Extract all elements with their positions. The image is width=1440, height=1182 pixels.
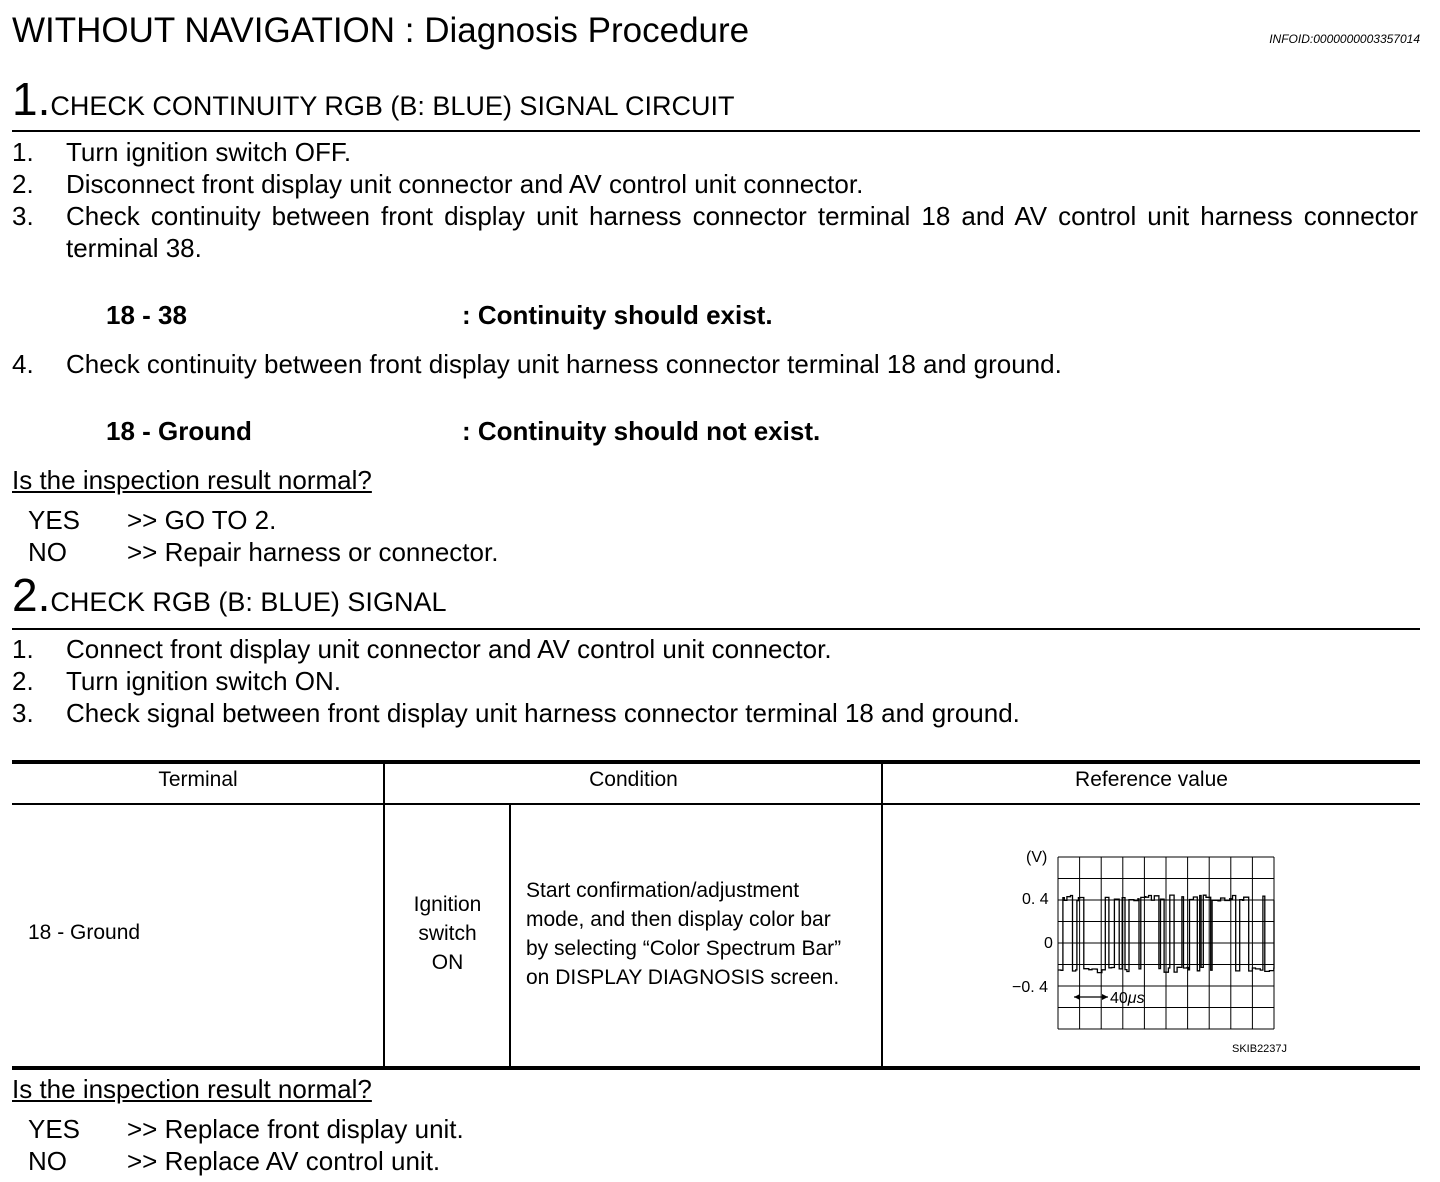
figure-id: SKIB2237J <box>1232 1043 1288 1055</box>
condition-line: switch <box>418 922 477 945</box>
step-1-no-label: NO <box>28 537 67 567</box>
item-number: 1. <box>12 137 34 167</box>
step-1-question: Is the inspection result normal? <box>12 465 372 495</box>
item-number: 2. <box>12 169 34 199</box>
step-2-yes-label: YES <box>28 1114 81 1144</box>
waveform-unit-label: (V) <box>1026 849 1048 866</box>
item-number: 3. <box>12 201 34 231</box>
header-terminal: Terminal <box>158 768 238 791</box>
step-1-item-1 <box>0 136 1440 168</box>
spec-1-label: 18 - 38 <box>106 300 187 330</box>
spec-1-value: : Continuity should exist. <box>462 300 773 330</box>
spec-2-value: : Continuity should not exist. <box>462 416 821 446</box>
step-2-item-1 <box>0 633 1440 665</box>
table-bottom-rule <box>12 1066 1420 1070</box>
table-col-divider-2 <box>881 762 883 1068</box>
item-text: Connect front display unit connector and AV control unit connector. <box>66 634 832 664</box>
time-scale-arrow <box>1074 994 1108 1000</box>
condition-detail-line: on DISPLAY DIAGNOSIS screen. <box>526 966 840 989</box>
item-text: Check signal between front display unit harness connector terminal 18 and ground. <box>66 698 1020 728</box>
step-2-heading <box>12 570 446 620</box>
header-reference-value: Reference value <box>1075 768 1228 791</box>
waveform-y-label-bottom: −0. 4 <box>1012 979 1049 996</box>
condition-detail-line: by selecting “Color Spectrum Bar” <box>526 937 842 960</box>
table-top-rule <box>12 760 1420 764</box>
step-1-item-2 <box>0 168 1440 200</box>
item-text: Check continuity between front display unit harness connector terminal 18 and AV control unit harness connector terminal 38. <box>66 201 1418 263</box>
step-1-heading <box>12 74 734 124</box>
item-number: 4. <box>12 349 34 379</box>
step-2-number: 2. <box>12 569 51 621</box>
step-1-item-3 <box>0 200 1440 264</box>
step-2-question: Is the inspection result normal? <box>12 1074 372 1104</box>
item-text: Disconnect front display unit connector and AV control unit connector. <box>66 169 864 199</box>
condition-detail-line: Start confirmation/adjustment <box>526 879 800 902</box>
step-1-yes-text: >> GO TO 2. <box>127 505 277 535</box>
condition-line: Ignition <box>413 893 482 916</box>
step-1-number: 1. <box>12 73 51 125</box>
condition-detail-line: mode, and then display color bar <box>526 908 831 931</box>
waveform-time-label: 40μs <box>1110 990 1145 1007</box>
waveform-y-label-mid: 0 <box>1044 935 1053 952</box>
waveform-y-label-top: 0. 4 <box>1022 891 1049 908</box>
item-text: Check continuity between front display unit harness connector terminal 18 and ground. <box>66 349 1062 379</box>
spec-2-label: 18 - Ground <box>106 416 252 446</box>
step-2-item-2 <box>0 665 1440 697</box>
step-2-rule <box>12 628 1420 630</box>
item-text: Turn ignition switch ON. <box>66 666 342 696</box>
step-2-no-label: NO <box>28 1146 67 1176</box>
step-2-no-text: >> Replace AV control unit. <box>127 1146 441 1176</box>
info-id: INFOID:0000000003357014 <box>1269 32 1420 46</box>
step-1-title: CHECK CONTINUITY RGB (B: BLUE) SIGNAL CIRCUIT <box>50 91 735 121</box>
step-1-no-text: >> Repair harness or connector. <box>127 537 499 567</box>
step-1-rule <box>12 130 1420 132</box>
item-number: 1. <box>12 634 34 664</box>
header-condition: Condition <box>589 768 678 791</box>
condition-line: ON <box>431 951 464 974</box>
waveform-grid <box>1058 857 1274 1029</box>
item-number: 2. <box>12 666 34 696</box>
table-header-rule <box>12 803 1420 805</box>
cell-terminal: 18 - Ground <box>28 921 141 944</box>
step-2-yes-text: >> Replace front display unit. <box>127 1114 464 1144</box>
step-1-item-4 <box>0 348 1440 380</box>
step-1-yes-label: YES <box>28 505 81 535</box>
item-number: 3. <box>12 698 34 728</box>
item-text: Turn ignition switch OFF. <box>66 137 352 167</box>
waveform-figure <box>1000 840 1320 1060</box>
step-2-item-3 <box>0 697 1440 729</box>
step-2-title: CHECK RGB (B: BLUE) SIGNAL <box>50 587 447 617</box>
cell-condition-main <box>385 890 510 977</box>
cell-condition-detail <box>526 876 841 992</box>
page-title: WITHOUT NAVIGATION : Diagnosis Procedure <box>12 11 750 50</box>
